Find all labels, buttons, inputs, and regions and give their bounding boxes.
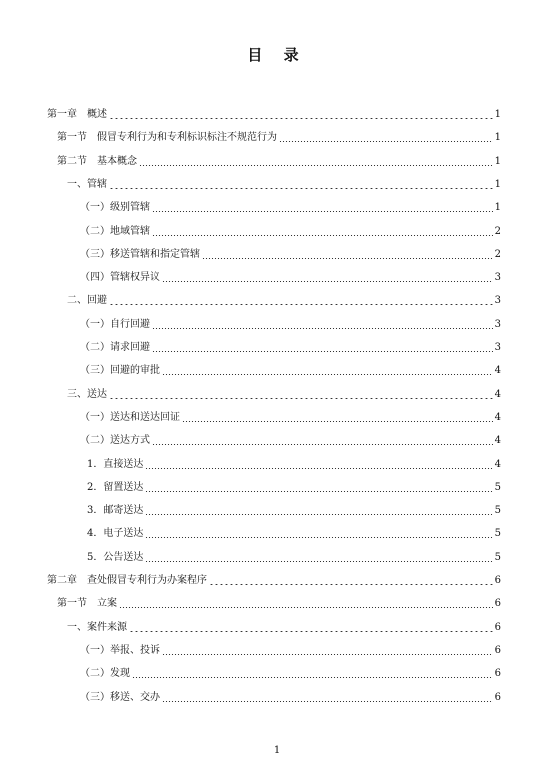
- toc-entry-page: 4: [494, 435, 501, 447]
- toc-entry[interactable]: [67, 620, 501, 634]
- toc-entry-page: 4: [494, 458, 501, 470]
- toc-entry-page: 1: [494, 202, 501, 214]
- toc-entry-label: （一）级别管辖: [80, 202, 150, 214]
- dot-leader: [139, 165, 493, 166]
- toc-entry[interactable]: [87, 526, 501, 540]
- toc-entry[interactable]: [47, 107, 501, 121]
- toc-entry[interactable]: [67, 387, 501, 401]
- toc-entry-page: 4: [494, 388, 501, 400]
- toc-entry-label: 一、管辖: [67, 178, 107, 190]
- toc-entry-label: （一）送达和送达回证: [80, 411, 180, 423]
- dot-leader: [145, 468, 492, 469]
- toc-entry-page: 1: [494, 155, 501, 167]
- toc-entry-page: 1: [494, 132, 501, 144]
- toc-entry-label: 4．电子送达: [87, 528, 144, 540]
- dot-leader: [109, 304, 493, 305]
- dot-leader: [145, 537, 492, 538]
- toc-entry[interactable]: [80, 270, 501, 284]
- dot-leader: [152, 235, 493, 236]
- toc-entry[interactable]: [47, 573, 501, 587]
- toc-entry-label: （二）请求回避: [80, 342, 150, 353]
- dot-leader: [119, 607, 493, 608]
- toc-entry-page: 5: [494, 481, 501, 493]
- dot-leader: [152, 211, 493, 212]
- toc-entry-label: 第一章 概述: [47, 109, 107, 120]
- toc-entry-label: 第一节 立案: [57, 598, 117, 610]
- toc-entry[interactable]: [80, 340, 501, 354]
- toc-entry-label: 一、案件来源: [67, 621, 127, 633]
- toc-entry-label: 二、回避: [67, 295, 107, 307]
- dot-leader: [202, 258, 493, 259]
- dot-leader: [162, 654, 493, 655]
- dot-leader: [162, 701, 493, 702]
- toc-entry[interactable]: [67, 293, 501, 307]
- toc-entry-label: 5．公告送达: [87, 551, 144, 563]
- toc-entry[interactable]: [80, 247, 501, 261]
- toc-entry-page: 4: [494, 411, 501, 423]
- toc-entry-page: 3: [494, 318, 501, 330]
- toc-entry-page: 6: [494, 621, 501, 633]
- toc-entry-label: 2．留置送达: [87, 481, 144, 493]
- toc-entry[interactable]: [80, 433, 501, 447]
- toc-entry-label: （一）举报、投诉: [80, 644, 160, 656]
- toc-entry[interactable]: [80, 690, 501, 704]
- toc-entry-label: 第二章 查处假冒专利行为办案程序: [47, 575, 207, 586]
- toc-entry-page: 2: [494, 225, 501, 237]
- toc-entry-page: 6: [494, 691, 501, 703]
- toc-entry[interactable]: [80, 410, 501, 424]
- toc-entry-page: 3: [494, 342, 501, 353]
- page-title: 目 录: [247, 46, 307, 64]
- toc-entry[interactable]: [80, 317, 501, 331]
- toc-entry[interactable]: [80, 643, 501, 657]
- toc-entry-label: （四）管辖权异议: [80, 272, 160, 284]
- toc-entry-label: 3．邮寄送达: [87, 505, 144, 517]
- page-number: 1: [273, 745, 281, 756]
- dot-leader: [209, 584, 493, 585]
- dot-leader: [182, 421, 493, 422]
- dot-leader: [145, 491, 492, 492]
- dot-leader: [109, 118, 493, 119]
- dot-leader: [279, 141, 493, 142]
- toc-entry-page: 5: [494, 528, 501, 540]
- toc-entry-page: 4: [494, 365, 501, 377]
- toc-entry-label: 1．直接送达: [87, 458, 144, 470]
- dot-leader: [162, 281, 493, 282]
- toc-entry[interactable]: [80, 666, 501, 680]
- dot-leader: [109, 398, 493, 399]
- toc-entry-label: （三）移送、交办: [80, 691, 160, 703]
- toc-entry-page: 5: [494, 551, 501, 563]
- toc-entry-label: （三）回避的审批: [80, 365, 160, 377]
- toc-entry[interactable]: [80, 224, 501, 238]
- toc-entry[interactable]: [80, 200, 501, 214]
- toc-entry[interactable]: [67, 177, 501, 191]
- toc-entry-label: 三、送达: [67, 388, 107, 400]
- dot-leader: [152, 328, 493, 329]
- toc-entry-page: 3: [494, 272, 501, 284]
- dot-leader: [152, 351, 493, 352]
- toc-entry-page: 2: [494, 248, 501, 260]
- toc-entry-label: 第一节 假冒专利行为和专利标识标注不规范行为: [57, 132, 277, 144]
- dot-leader: [145, 561, 492, 562]
- toc-entry-page: 6: [494, 575, 501, 586]
- toc-entry-label: （二）发现: [80, 668, 130, 680]
- toc-entry-label: （一）自行回避: [80, 318, 150, 330]
- toc-entry[interactable]: [87, 503, 501, 517]
- toc-entry-page: 6: [494, 644, 501, 656]
- dot-leader: [109, 188, 493, 189]
- toc-entry-label: 第二节 基本概念: [57, 155, 137, 167]
- toc-entry-page: 6: [494, 598, 501, 610]
- toc-entry-page: 6: [494, 668, 501, 680]
- toc-entry[interactable]: [57, 154, 501, 168]
- dot-leader: [145, 514, 492, 515]
- toc-entry[interactable]: [87, 457, 501, 471]
- toc-entry[interactable]: [87, 550, 501, 564]
- toc-entry-page: 1: [494, 109, 501, 120]
- toc-entry[interactable]: [80, 363, 501, 377]
- toc-entry-label: （三）移送管辖和指定管辖: [80, 248, 200, 260]
- toc-entry[interactable]: [57, 130, 501, 144]
- dot-leader: [132, 677, 493, 678]
- toc-entry-page: 5: [494, 505, 501, 517]
- dot-leader: [162, 374, 493, 375]
- toc-entry[interactable]: [87, 480, 501, 494]
- toc-entry-page: 3: [494, 295, 501, 307]
- toc-entry-label: （二）地域管辖: [80, 225, 150, 237]
- toc-entry-label: （二）送达方式: [80, 435, 150, 447]
- dot-leader: [152, 444, 493, 445]
- dot-leader: [129, 631, 493, 632]
- toc-entry-page: 1: [494, 178, 501, 190]
- toc-entry[interactable]: [57, 596, 501, 610]
